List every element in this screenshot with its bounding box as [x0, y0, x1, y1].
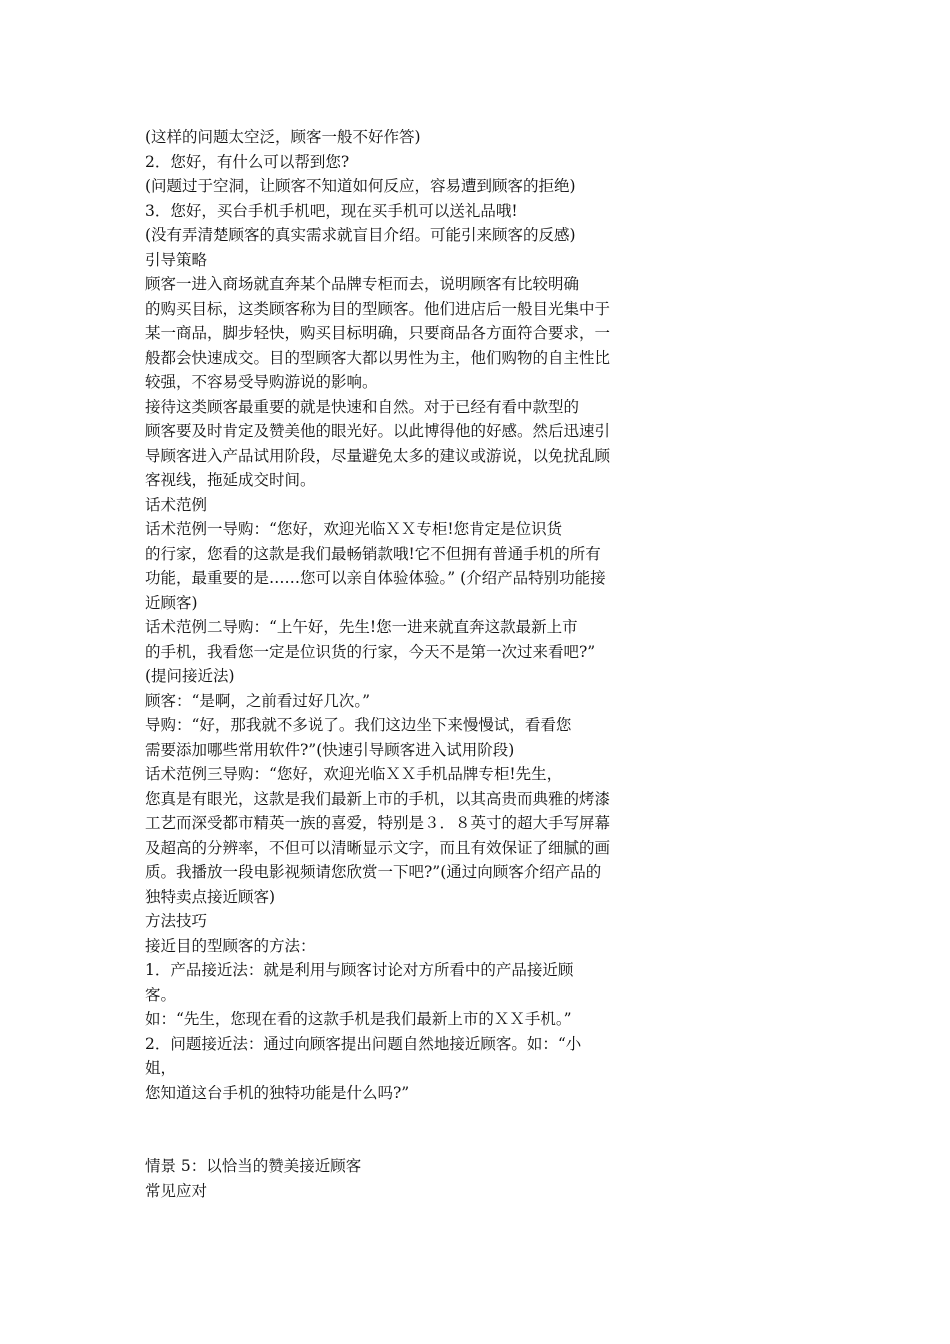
- text-line-15: 客视线，拖延成交时间。: [145, 471, 316, 489]
- section-line-2: 常见应对: [145, 1181, 208, 1200]
- text-line-20: 近顾客): [145, 593, 198, 612]
- text-line-21: 话术范例二导购：“上午好，先生!您一进来就直奔这款最新上市: [145, 618, 578, 636]
- text-line-36: 客。: [145, 985, 177, 1004]
- text-line-23: (提问接近法): [145, 667, 235, 685]
- text-line-4: 3．您好，买台手机手机吧，现在买手机可以送礼品哦!: [145, 201, 518, 220]
- text-line-30: 及超高的分辨率，不但可以清晰显示文字，而且有效保证了细腻的画: [145, 838, 611, 857]
- document-body: [145, 125, 665, 1203]
- text-line-9: 某一商品，脚步轻快，购买目标明确，只要商品各方面符合要求，一: [145, 324, 611, 342]
- text-line-39: 姐，: [145, 1059, 177, 1077]
- text-line-16: 话术范例: [145, 495, 208, 514]
- text-line-27: 话术范例三导购：“您好，欢迎光临ＸＸ手机品牌专柜!先生，: [145, 765, 563, 783]
- text-block-main: [145, 125, 665, 1105]
- text-line-3: (问题过于空洞，让顾客不知道如何反应，容易遭到顾客的拒绝): [145, 177, 576, 195]
- text-line-2: 2．您好，有什么可以帮到您?: [145, 152, 350, 171]
- paragraph-gap: [145, 1105, 665, 1154]
- text-line-17: 话术范例一导购：“您好，欢迎光临ＸＸ专柜!您肯定是位识货: [145, 520, 563, 538]
- text-line-25: 导购：“好，那我就不多说了。我们这边坐下来慢慢试，看看您: [145, 716, 572, 734]
- text-line-24: 顾客：“是啊，之前看过好几次。”: [145, 691, 371, 710]
- text-line-33: 方法技巧: [145, 912, 208, 930]
- text-line-34: 接近目的型顾客的方法：: [145, 936, 316, 955]
- text-line-14: 导顾客进入产品试用阶段，尽量避免太多的建议或游说，以免扰乱顾: [145, 446, 611, 465]
- text-line-40: 您知道这台手机的独特功能是什么吗?”: [145, 1083, 410, 1102]
- text-line-31: 质。我播放一段电影视频请您欣赏一下吧?”(通过向顾客介绍产品的: [145, 863, 602, 881]
- text-line-22: 的手机，我看您一定是位识货的行家，今天不是第一次过来看吧?”: [145, 642, 596, 661]
- text-line-6: 引导策略: [145, 250, 208, 269]
- text-line-29: 工艺而深受都市精英一族的喜爱，特别是３．８英寸的超大手写屏幕: [145, 814, 611, 832]
- text-block-section-5: [145, 1154, 665, 1203]
- text-line-10: 般都会快速成交。目的型顾客大都以男性为主，他们购物的自主性比: [145, 348, 611, 367]
- text-line-26: 需要添加哪些常用软件?”(快速引导顾客进入试用阶段): [145, 740, 515, 759]
- text-line-1: (这样的问题太空泛，顾客一般不好作答): [145, 128, 421, 146]
- text-line-38: 2．问题接近法：通过向顾客提出问题自然地接近顾客。如：“小: [145, 1034, 582, 1053]
- text-line-7: 顾客一进入商场就直奔某个品牌专柜而去，说明顾客有比较明确: [145, 275, 580, 293]
- text-line-8: 的购买目标，这类顾客称为目的型顾客。他们进店后一般目光集中于: [145, 299, 611, 318]
- text-line-12: 接待这类顾客最重要的就是快速和自然。对于已经有看中款型的: [145, 397, 580, 416]
- text-line-11: 较强，不容易受导购游说的影响。: [145, 373, 378, 391]
- text-line-32: 独特卖点接近顾客): [145, 887, 276, 906]
- text-line-18: 的行家，您看的这款是我们最畅销款哦!它不但拥有普通手机的所有: [145, 544, 601, 563]
- text-line-37: 如：“先生，您现在看的这款手机是我们最新上市的ＸＸ手机。”: [145, 1010, 572, 1028]
- section-line-1: 情景 5：以恰当的赞美接近顾客: [145, 1157, 362, 1175]
- text-line-5: (没有弄清楚顾客的真实需求就盲目介绍。可能引来顾客的反感): [145, 226, 576, 244]
- text-line-13: 顾客要及时肯定及赞美他的眼光好。以此博得他的好感。然后迅速引: [145, 422, 611, 440]
- text-line-19: 功能，最重要的是……您可以亲自体验体验。” (介绍产品特别功能接: [145, 569, 606, 587]
- text-line-28: 您真是有眼光，这款是我们最新上市的手机，以其高贵而典雅的烤漆: [145, 789, 611, 808]
- text-line-35: 1．产品接近法：就是利用与顾客讨论对方所看中的产品接近顾: [145, 961, 574, 979]
